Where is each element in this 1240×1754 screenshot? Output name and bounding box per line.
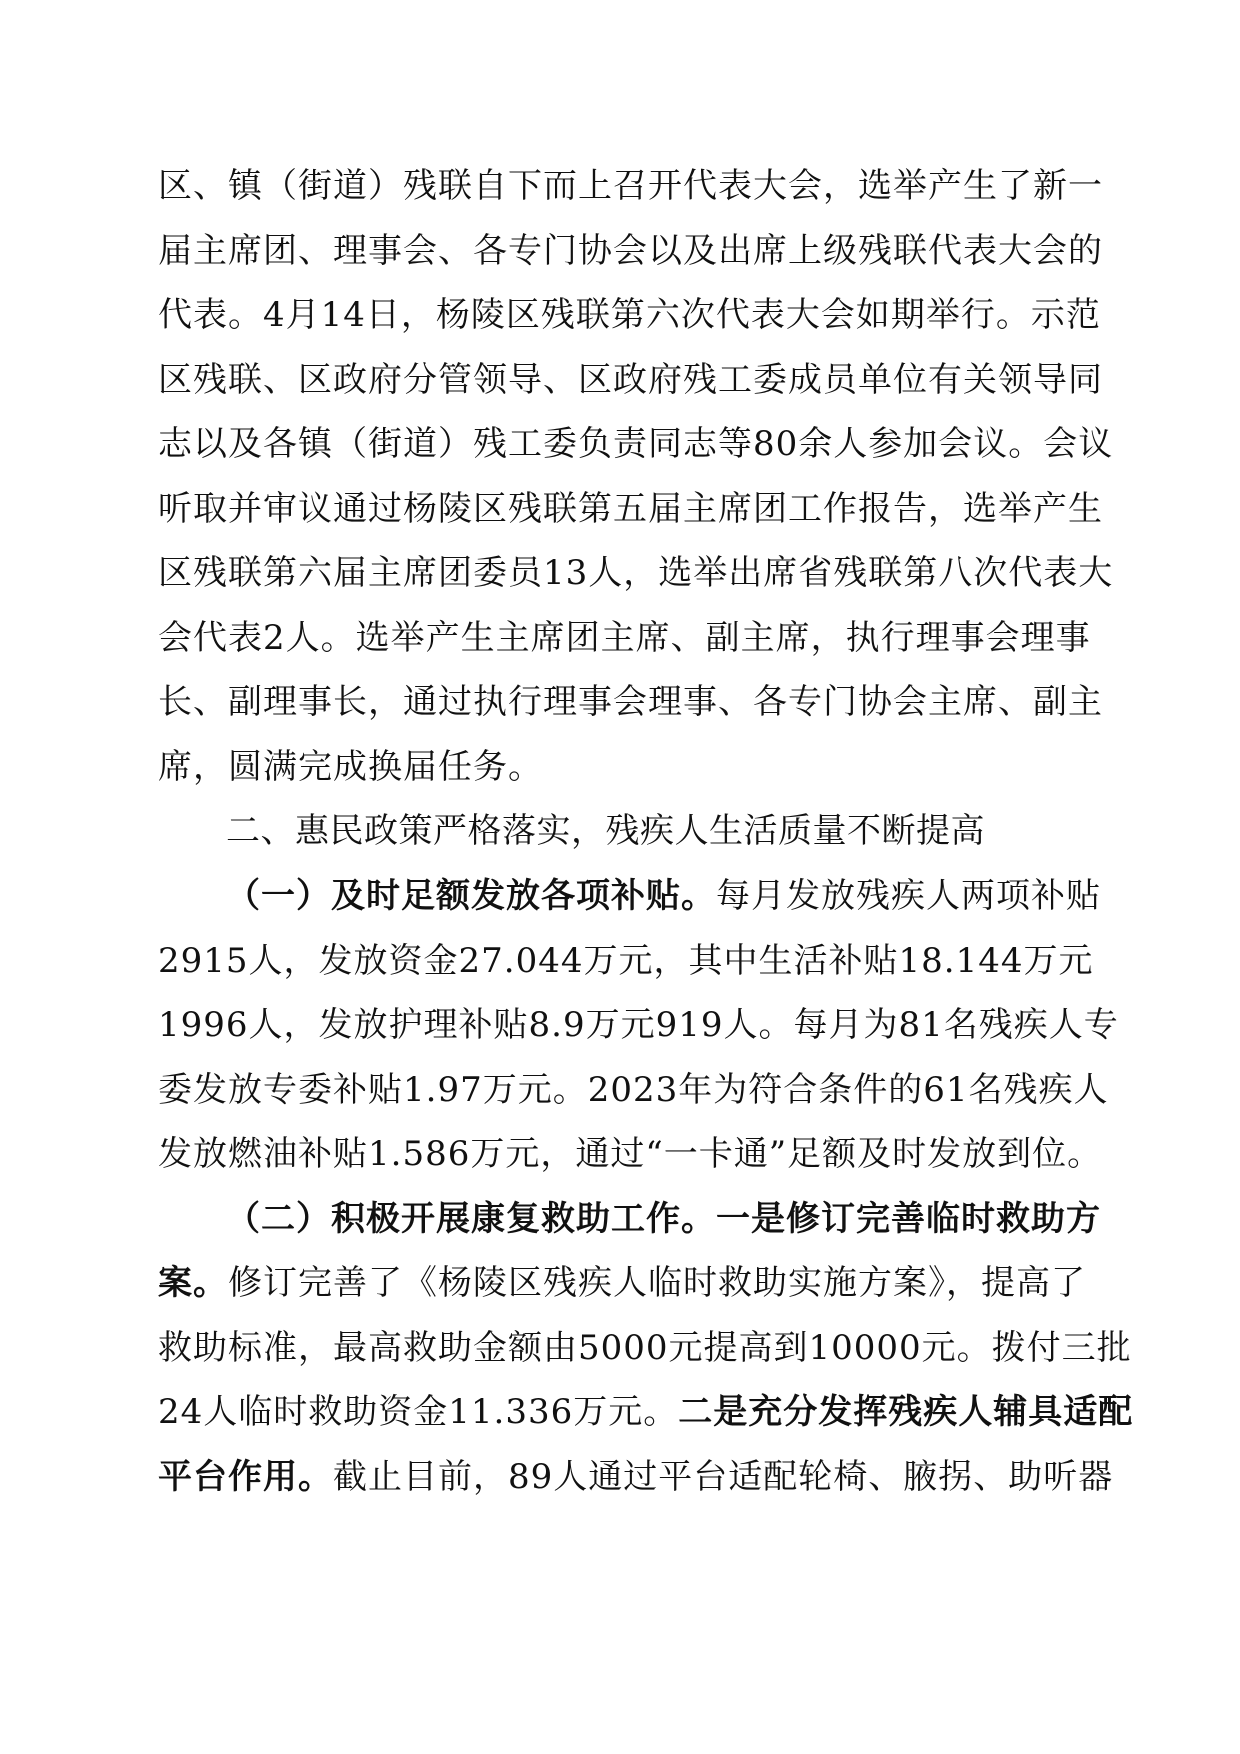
paragraph-line [158,1389,1134,1435]
paragraph-line: 2915人，发放资金27.044万元，其中生活补贴18.144万元 [158,941,1094,981]
paragraph-line: 长、副理事长，通过执行理事会理事、各专门协会主席、副主 [158,682,1103,722]
bold-text: 平台作用。 [158,1457,333,1497]
paragraph-line [158,1454,1114,1500]
paragraph-text: 修订完善了《杨陵区残疾人临时救助实施方案》，提高了 [228,1263,1086,1303]
paragraph-text: 截止目前，89人通过平台适配轮椅、腋拐、助听器 [333,1457,1114,1497]
paragraph-line [158,1260,1086,1306]
paragraph-line: 会代表2人。选举产生主席团主席、副主席，执行理事会理事 [158,618,1091,658]
bold-text: 二是充分发挥残疾人辅具适配 [678,1392,1134,1432]
paragraph-line: 区残联、区政府分管领导、区政府残工委成员单位有关领导同 [158,360,1103,400]
paragraph-line: 委发放专委补贴1.97万元。2023年为符合条件的61名残疾人 [158,1070,1109,1110]
paragraph-line: 听取并审议通过杨陵区残联第五届主席团工作报告，选举产生 [158,489,1103,529]
paragraph-text: 24人临时救助资金11.336万元。 [158,1392,679,1432]
paragraph-text: 每月发放残疾人两项补贴 [716,876,1101,916]
paragraph-line [226,873,1101,919]
paragraph-line: 席，圆满完成换届任务。 [158,747,543,787]
paragraph-line: 届主席团、理事会、各专门协会以及出席上级残联代表大会的 [158,231,1103,271]
paragraph-line: 代表。4月14日，杨陵区残联第六次代表大会如期举行。示范 [158,295,1101,335]
paragraph-line: 发放燃油补贴1.586万元，通过“一卡通”足额及时发放到位。 [158,1134,1103,1174]
paragraph-line: 区残联第六届主席团委员13人，选举出席省残联第八次代表大 [158,553,1114,593]
bold-text: 案。 [158,1263,228,1303]
subsection-title: （一）及时足额发放各项补贴。 [226,876,716,916]
paragraph-line: 志以及各镇（街道）残工委负责同志等80余人参加会议。会议 [158,424,1114,464]
subsection-title: （二）积极开展康复救助工作。一是修订完善临时救助方 [226,1199,1101,1239]
section-heading: 二、惠民政策严格落实，残疾人生活质量不断提高 [226,811,985,851]
paragraph-line: 1996人，发放护理补贴8.9万元919人。每月为81名残疾人专 [158,1005,1119,1045]
paragraph-line: 区、镇（街道）残联自下而上召开代表大会，选举产生了新一 [158,166,1103,206]
paragraph-line: 救助标准，最高救助金额由5000元提高到10000元。拨付三批 [158,1328,1132,1368]
